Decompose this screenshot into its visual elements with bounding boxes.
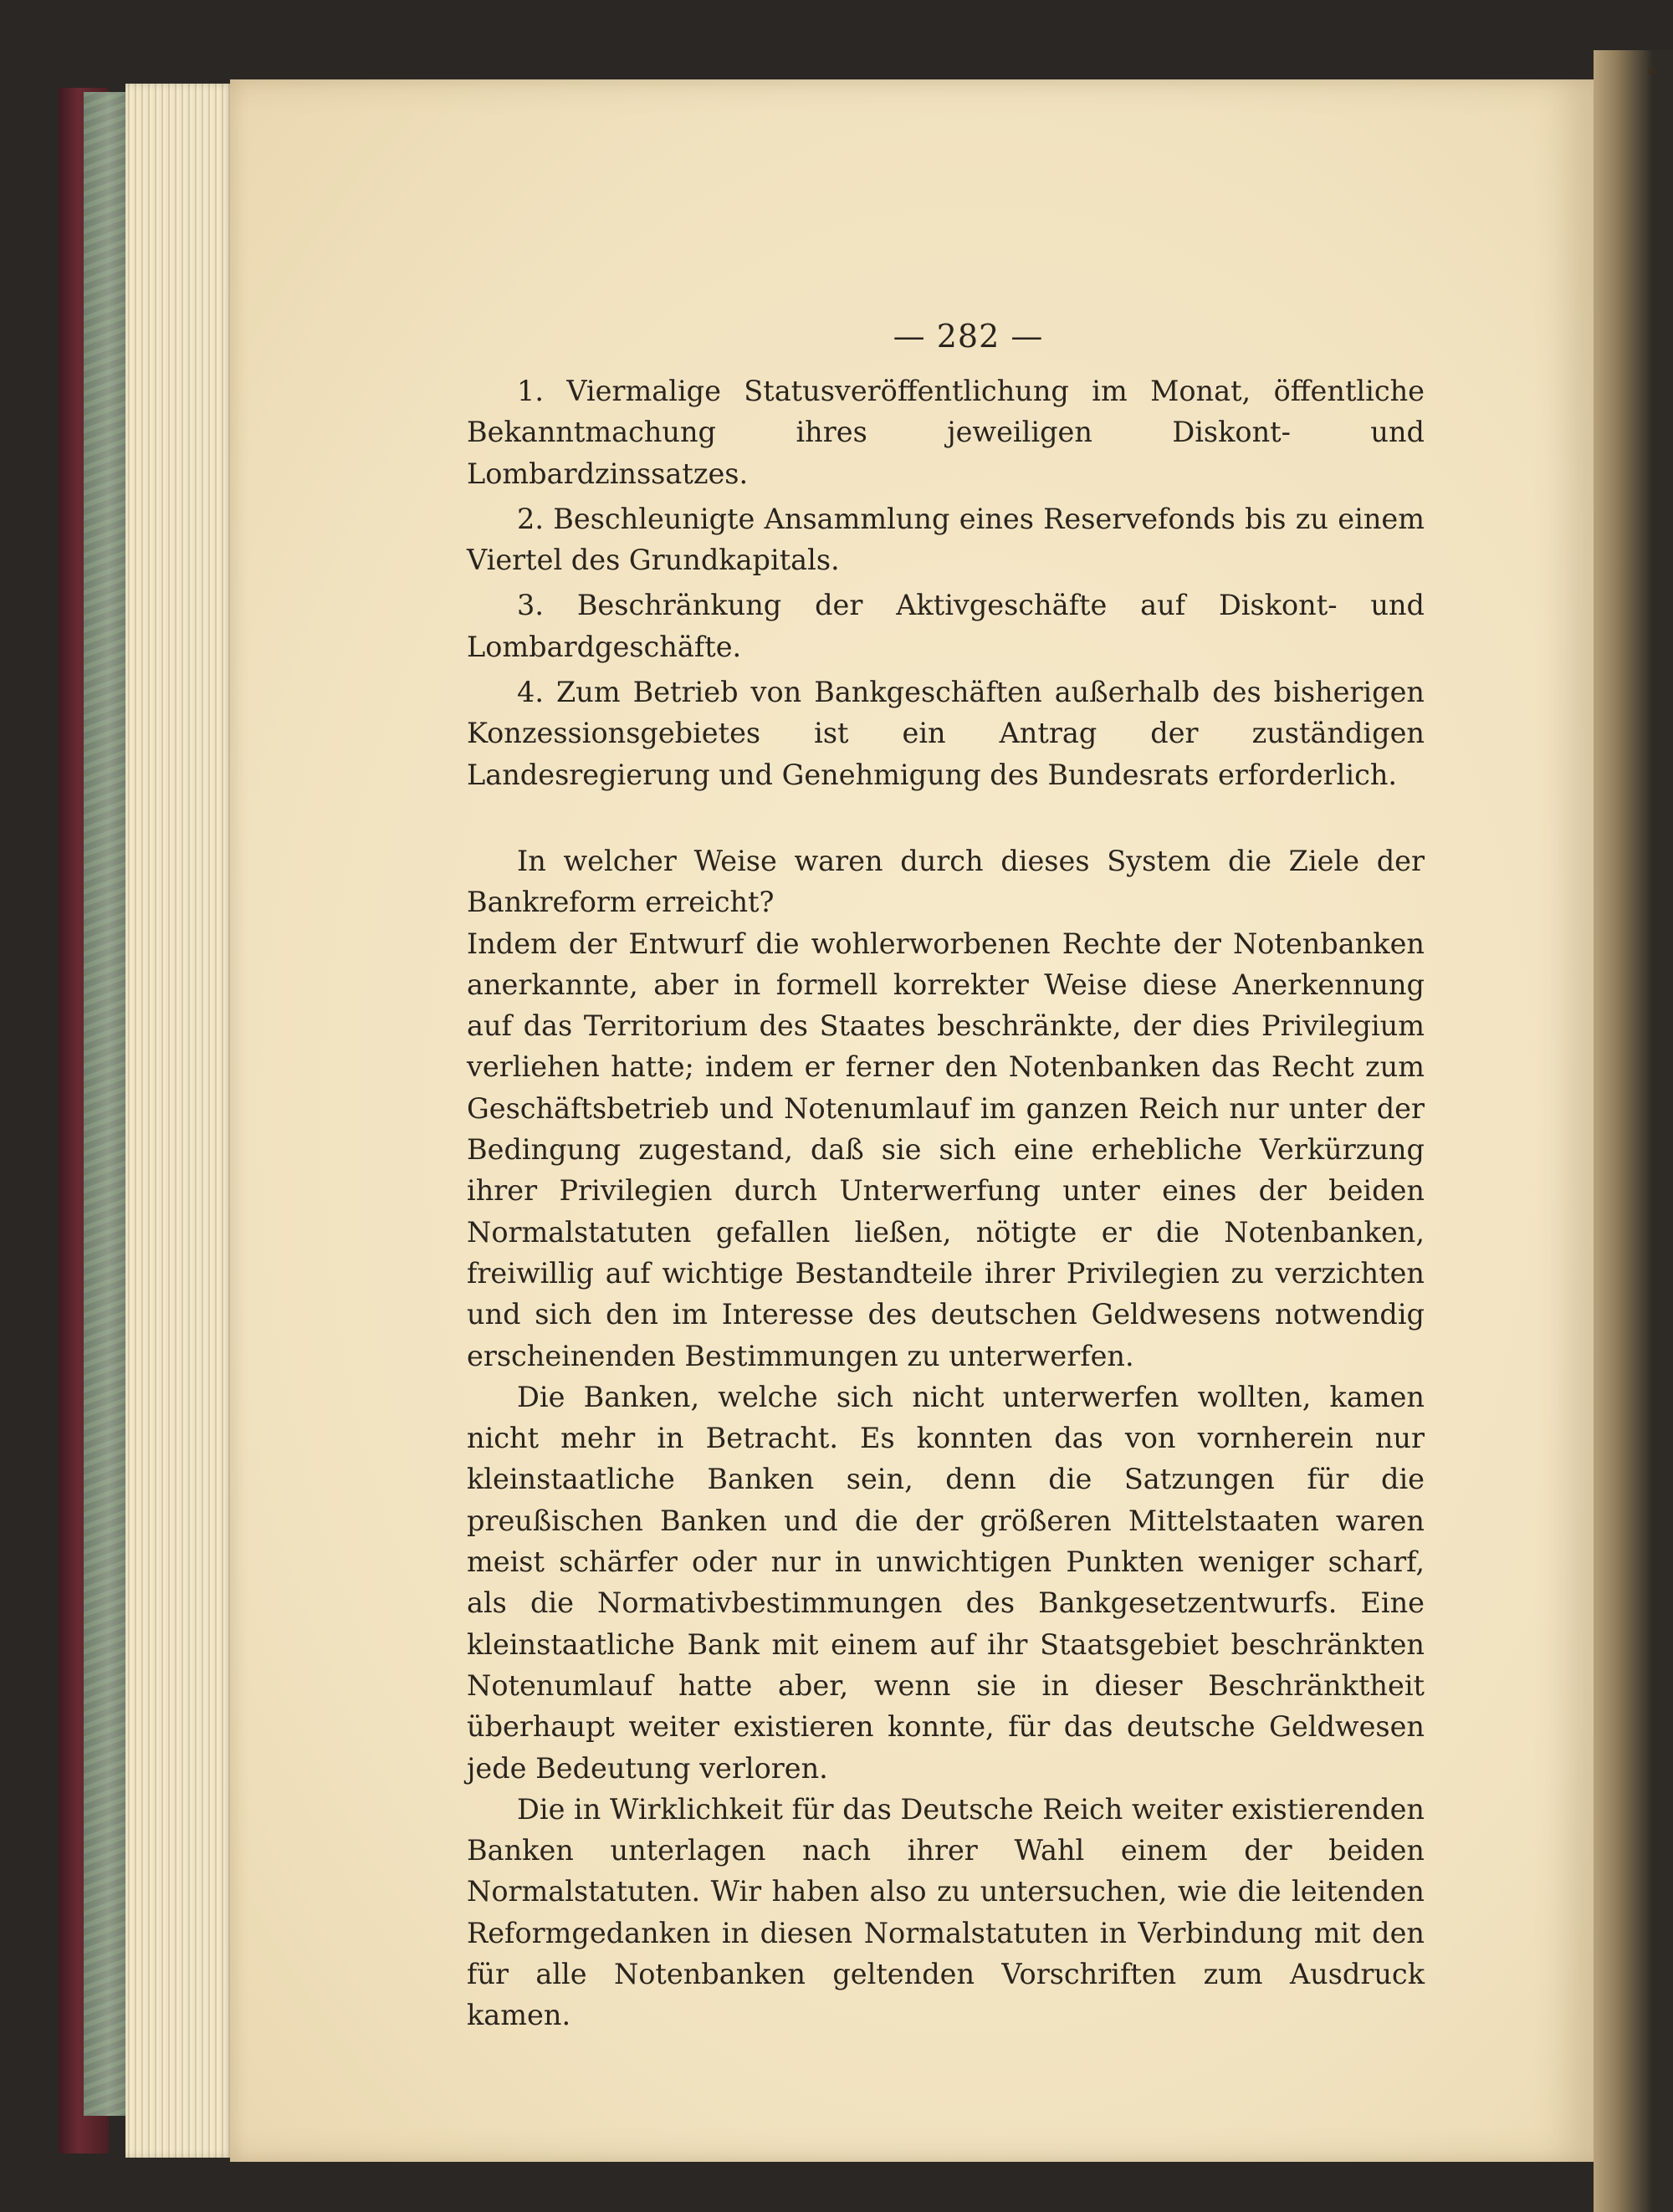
paragraph-indem: Indem der Entwurf die wohlerworbenen Rechte der Notenbanken anerkannte, aber in formell korrekter Weise diese Anerkennung auf das Territorium des Staates beschränkte, der dies Privilegium verliehen hatte; indem er ferner den Notenbanken das Recht zum Geschäftsbetrieb und Notenumlauf im ganzen Reich nur unter der Bedingung zugestand, daß sie sich eine erhebliche Verkürzung ihrer Privilegien durch Unterwerfung unter eines der beiden Normalstatuten gefallen ließen, nötigte er die Notenbanken, freiwillig auf wichtige Bestandteile ihrer Privilegien zu verzichten und sich den im Interesse des deutschen Geldwesens notwendig erscheinenden Bestimmungen zu unterwerfen.: [467, 927, 1425, 1372]
list-item-1: 1. Viermalige Statusveröffentlichung im Monat, öffentliche Bekanntmachung ihres jeweiligen Diskont- und Lombardzinssatzes.: [467, 375, 1425, 490]
facing-page-edge: [1594, 50, 1673, 2212]
list-item-2: 2. Beschleunigte Ansammlung eines Reservefonds bis zu einem Viertel des Grundkapitals.: [467, 502, 1425, 577]
list-item-3: 3. Beschränkung der Aktivgeschäfte auf Diskont- und Lombardgeschäfte.: [467, 589, 1425, 663]
paragraph-banken: Die Banken, welche sich nicht unterwerfen wollten, kamen nicht mehr in Betracht. Es konnten das von vornherein nur kleinstaatliche Banken sein, denn die Satzungen für die preußischen Banken und die der größeren Mittelstaaten waren meist schärfer oder nur in unwichtigen Punkten weniger scharf, als die Normativbestimmungen des Bankgesetzentwurfs. Eine kleinstaatliche Bank mit einem auf ihr Staatsgebiet beschränkten Notenumlauf hatte aber, wenn sie in dieser Beschränktheit überhaupt weiter existieren konnte, für das deutsche Geldwesen jede Bedeutung verloren.: [467, 1380, 1425, 1785]
book-page: [230, 79, 1594, 2162]
page-number: — 282 —: [893, 318, 1044, 355]
page-stack-edge: [125, 84, 234, 2158]
list-item-4: 4. Zum Betrieb von Bankgeschäften außerhalb des bisherigen Konzessionsgebietes ist ein Antrag der zuständigen Landesregierung und Genehmigung des Bundesrats erforderlich.: [467, 676, 1425, 791]
paragraph-wirklichkeit: Die in Wirklichkeit für das Deutsche Reich weiter existierenden Banken unterlagen nach ihrer Wahl einem der beiden Normalstatuten. Wir haben also zu untersuchen, wie die leitenden Reformgedanken in diesen Normalstatuten in Verbindung mit den für alle Notenbanken geltenden Vorschriften zum Ausdruck kamen.: [467, 1792, 1425, 2032]
paragraph-question: In welcher Weise waren durch dieses System die Ziele der Bankreform erreicht?: [467, 844, 1425, 919]
paper-spot: [1648, 67, 1656, 75]
page-text: [467, 370, 1425, 2036]
